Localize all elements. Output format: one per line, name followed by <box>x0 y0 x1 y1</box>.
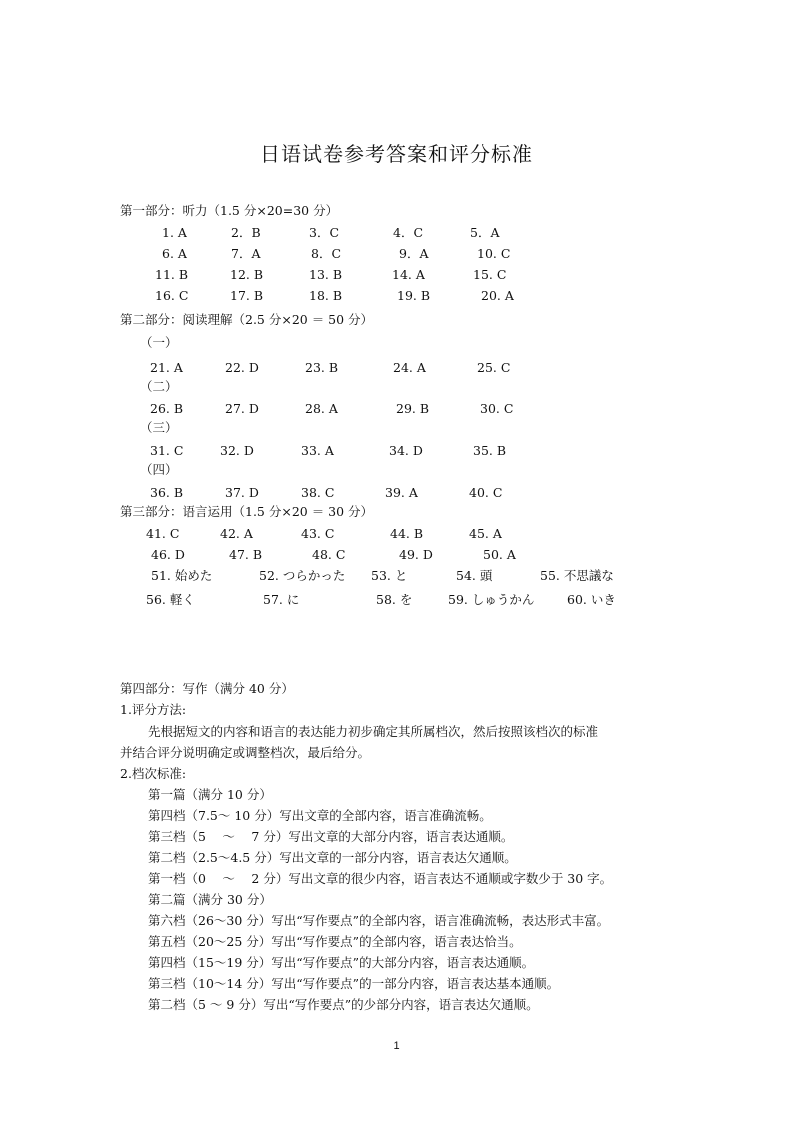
answer: 57. に <box>263 592 300 607</box>
answer: 54. 頭 <box>456 568 493 583</box>
answer: 43. C <box>301 526 335 541</box>
essay2-level: 第四档（15～19 分）写出“写作要点”的大部分内容，语言表达通顺。 <box>148 955 535 970</box>
answer: 9．A <box>399 246 429 261</box>
answer: 44. B <box>390 526 424 541</box>
answer: 29. B <box>396 401 430 416</box>
answer: 30. C <box>480 401 514 416</box>
answer: 37. D <box>225 485 259 500</box>
answer: 32. D <box>220 443 254 458</box>
answer: 40. C <box>469 485 503 500</box>
answer: 10. C <box>477 246 511 261</box>
scoring-method-text: 先根据短文的内容和语言的表达能力初步确定其所属档次，然后按照该档次的标准 <box>148 724 599 739</box>
answer: 55. 不思議な <box>540 568 614 583</box>
section-label: （三） <box>140 420 178 435</box>
answer: 20. A <box>481 288 514 303</box>
answer: 46. D <box>151 547 185 562</box>
answer: 52. つらかった <box>259 568 346 583</box>
answer: 56. 軽く <box>146 592 195 607</box>
level-standard-label: 2.档次标准: <box>120 766 187 781</box>
essay2-label: 第二篇（满分 30 分） <box>148 892 272 907</box>
part2-heading: 第二部分：阅读理解（2.5 分×20 ＝ 50 分） <box>120 312 374 327</box>
answer: 1. A <box>162 225 187 240</box>
essay1-level: 第三档（5 ～ 7 分）写出文章的大部分内容，语言表达通顺。 <box>148 829 514 844</box>
answer: 60. いき <box>567 592 616 607</box>
answer: 7．A <box>231 246 261 261</box>
answer: 31. C <box>150 443 184 458</box>
answer: 27. D <box>225 401 259 416</box>
answer: 47. B <box>229 547 263 562</box>
answer: 34. D <box>389 443 423 458</box>
part1-heading: 第一部分：听力（1.5 分×20=30 分） <box>120 203 339 218</box>
section-label: （二） <box>140 379 178 394</box>
answer: 48. C <box>312 547 346 562</box>
answer: 23. B <box>305 360 339 375</box>
answer: 25. C <box>477 360 511 375</box>
answer: 35. B <box>473 443 507 458</box>
part3-heading: 第三部分：语言运用（1.5 分×20 ＝ 30 分） <box>120 504 374 519</box>
answer: 45. A <box>469 526 502 541</box>
essay2-level: 第五档（20～25 分）写出“写作要点”的全部内容，语言表达恰当。 <box>148 934 522 949</box>
answer: 17. B <box>230 288 264 303</box>
answer: 39. A <box>385 485 418 500</box>
answer: 5．A <box>470 225 500 240</box>
section-label: （一） <box>140 335 178 350</box>
essay1-level: 第一档（0 ～ 2 分）写出文章的很少内容，语言表达不通顺或字数少于 30 字。 <box>148 871 613 886</box>
answer: 36. B <box>150 485 184 500</box>
answer: 14. A <box>392 267 425 282</box>
answer: 49. D <box>399 547 433 562</box>
scoring-method-text-cont: 并结合评分说明确定或调整档次，最后给分。 <box>120 745 371 760</box>
answer: 19. B <box>397 288 431 303</box>
answer: 42. A <box>220 526 253 541</box>
answer: 51. 始めた <box>151 568 213 583</box>
answer: 26. B <box>150 401 184 416</box>
page-number: 1 <box>393 1040 400 1052</box>
essay1-level: 第二档（2.5～4.5 分）写出文章的一部分内容，语言表达欠通顺。 <box>148 850 517 865</box>
essay2-level: 第二档（5 ～ 9 分）写出“写作要点”的少部分内容，语言表达欠通顺。 <box>148 997 539 1012</box>
answer: 21. A <box>150 360 183 375</box>
answer: 33. A <box>301 443 334 458</box>
answer: 41. C <box>146 526 180 541</box>
answer: 4．C <box>393 225 424 240</box>
answer: 6. A <box>162 246 187 261</box>
answer: 12. B <box>230 267 264 282</box>
answer: 2．B <box>231 225 261 240</box>
answer: 11. B <box>155 267 189 282</box>
answer: 22. D <box>225 360 259 375</box>
answer: 50. A <box>483 547 516 562</box>
answer: 18. B <box>309 288 343 303</box>
answer: 53. と <box>371 568 408 583</box>
essay1-level: 第四档（7.5～ 10 分）写出文章的全部内容，语言准确流畅。 <box>148 808 492 823</box>
answer: 58. を <box>376 592 413 607</box>
answer: 8．C <box>311 246 342 261</box>
answer: 16. C <box>155 288 189 303</box>
page-title: 日语试卷参考答案和评分标准 <box>260 142 533 166</box>
answer: 13. B <box>309 267 343 282</box>
answer: 3．C <box>309 225 340 240</box>
answer: 59. しゅうかん <box>448 592 535 607</box>
essay2-level: 第六档（26～30 分）写出“写作要点”的全部内容，语言准确流畅，表达形式丰富。 <box>148 913 610 928</box>
answer: 15. C <box>473 267 507 282</box>
essay1-label: 第一篇（满分 10 分） <box>148 787 272 802</box>
answer: 28. A <box>305 401 338 416</box>
section-label: （四） <box>140 462 178 477</box>
part4-heading: 第四部分：写作（满分 40 分） <box>120 681 294 696</box>
answer: 24. A <box>393 360 426 375</box>
scoring-method-label: 1.评分方法: <box>120 702 187 717</box>
essay2-level: 第三档（10～14 分）写出“写作要点”的一部分内容，语言表达基本通顺。 <box>148 976 560 991</box>
answer: 38. C <box>301 485 335 500</box>
